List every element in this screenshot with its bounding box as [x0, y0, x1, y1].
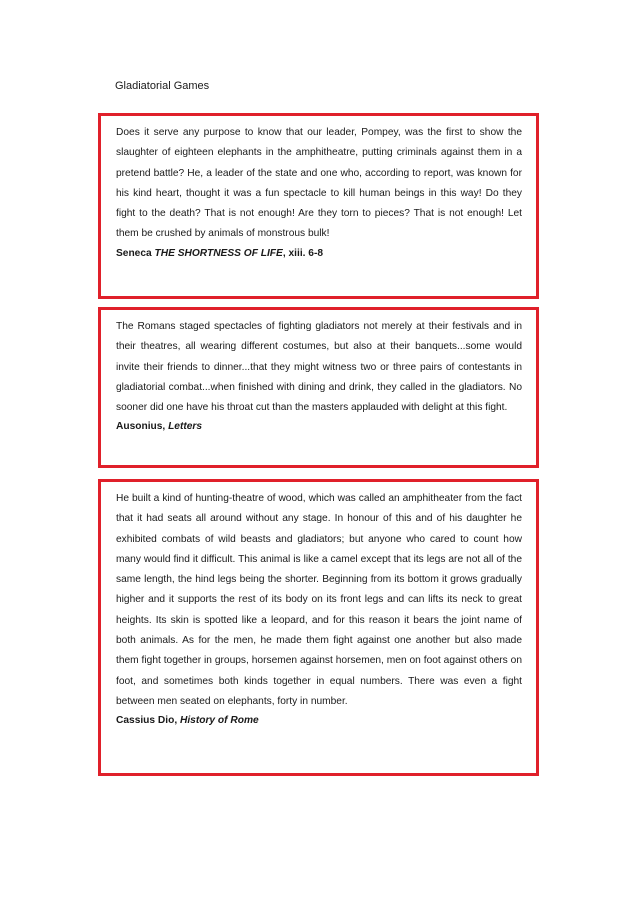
source-box-ausonius — [98, 307, 539, 468]
citation-author: Ausonius, — [116, 421, 169, 433]
citation-work: THE SHORTNESS OF LIFE — [154, 247, 283, 259]
citation-work: History of Rome — [179, 715, 259, 727]
citation — [116, 418, 522, 436]
quote-text: He built a kind of hunting-theatre of wood, which was called an amphitheater from the fact that it had seats all around without any stage. In honour of this and of his daughter he exhibited combats of wild beasts and gladiators; but anyone who cared to count how many would find it difficult. This animal is like a camel except that its legs are not all of the same length, the hind legs being the shorter. Beginning from its bottom it grows gradually higher and it supports the rest of its body on its front legs and can lifts its neck to great heights. Its skin is spotted like a leopard, and for this reason it bears the joint name of both animals. As for the men, he made them fight against one another but also made them fight together in groups, horsemen against horsemen, men on foot against others on foot, and sometimes both kinds together in equal numbers. There was even a fight between men seated on elephants, forty in number. — [116, 493, 522, 707]
citation-author: Seneca — [116, 247, 155, 259]
citation-work: Letters — [168, 421, 203, 433]
citation-reference: , xiii. 6-8 — [282, 247, 324, 259]
quote-text: Does it serve any purpose to know that our leader, Pompey, was the first to show the slaughter of eighteen elephants in the amphitheatre, putting criminals against them in a pretend battle? He, a leader of the state and one who, according to report, was known for his kind heart, thought it was a fun spectacle to kill human beings in this way! Do they fight to the death? That is not enough! Are they torn to pieces? That is not enough! Let them be crushed by animals of monstrous bulk! — [116, 127, 522, 240]
page-title: Gladiatorial Games — [115, 80, 210, 92]
quote-text: The Romans staged spectacles of fighting gladiators not merely at their festivals and in their theatres, all wearing different costumes, but also at their banquets...some would invite their friends to dinner...that they might witness two or three pairs of contestants in gladiatorial combat...when finished with dining and drink, they called in the gladiators. No sooner did one have his throat cut than the masters applauded with delight at this fight. — [116, 321, 522, 414]
citation — [116, 245, 522, 263]
citation-author: Cassius Dio, — [116, 715, 180, 727]
citation — [116, 712, 522, 730]
source-box-seneca — [98, 113, 539, 299]
source-box-cassius-dio — [98, 479, 539, 776]
